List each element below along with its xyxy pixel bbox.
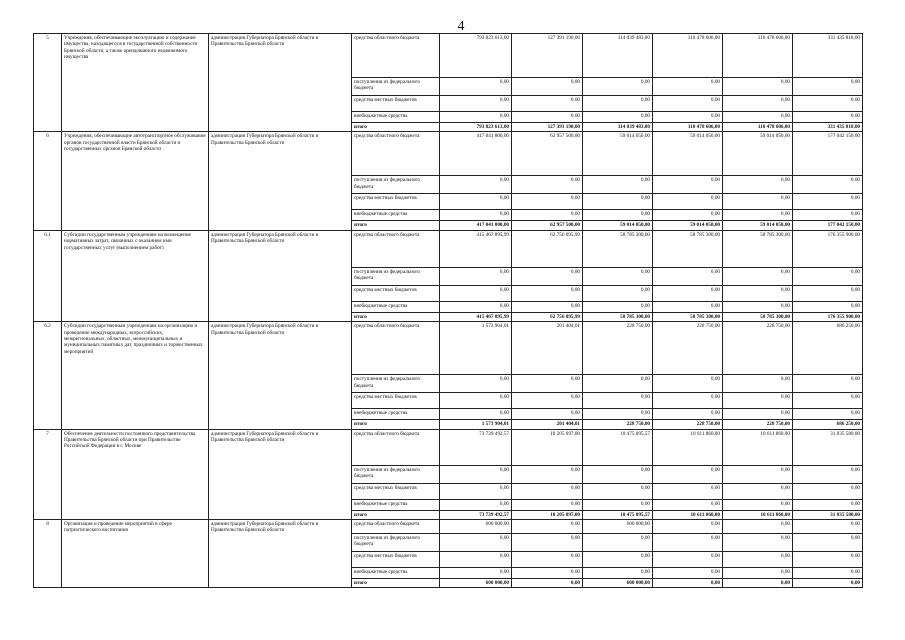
- amount-cell: 0,00: [723, 194, 793, 210]
- funding-source-label: внебюджетные средства: [352, 409, 440, 420]
- amount-cell: 793 823 613,00: [440, 123, 512, 132]
- amount-cell: 0,00: [583, 409, 653, 420]
- amount-cell: 0,00: [440, 267, 512, 285]
- amount-cell: 0,00: [653, 96, 723, 112]
- amount-cell: 0,00: [512, 483, 583, 499]
- amount-cell: 0,00: [440, 534, 512, 552]
- amount-cell: 0,00: [583, 568, 653, 579]
- amount-cell: 62 756 095,99: [512, 312, 583, 321]
- amount-cell: 73 739 492,57: [440, 510, 512, 519]
- funding-source-label: средства областного бюджета: [352, 322, 440, 375]
- section-executor: администрация Губернатора Брянской области и Правительства Брянской области: [209, 132, 352, 230]
- amount-cell: 0,00: [723, 552, 793, 568]
- amount-cell: 415 467 895,99: [440, 312, 512, 321]
- funding-source-label: поступления из федерального бюджета: [352, 78, 440, 96]
- amount-cell: 0,00: [440, 194, 512, 210]
- section-description: Организация и проведение мероприятий в сфере патриотического воспитания: [62, 520, 209, 588]
- funding-source-label: средства областного бюджета: [352, 429, 440, 465]
- funding-source-label: поступления из федерального бюджета: [352, 267, 440, 285]
- amount-cell: 686 250,00: [793, 322, 863, 375]
- amount-cell: 176 355 900,00: [793, 230, 863, 267]
- amount-cell: 201 404,01: [512, 322, 583, 375]
- amount-cell: 0,00: [653, 393, 723, 409]
- amount-cell: 10 611 860,00: [723, 510, 793, 519]
- amount-cell: 0,00: [440, 409, 512, 420]
- amount-cell: 0,00: [512, 393, 583, 409]
- amount-cell: 0,00: [583, 96, 653, 112]
- amount-cell: 0,00: [512, 409, 583, 420]
- amount-cell: 0,00: [793, 465, 863, 483]
- amount-cell: 0,00: [440, 552, 512, 568]
- section-executor: администрация Губернатора Брянской области и Правительства Брянской области: [209, 429, 352, 519]
- funding-source-label: средства областного бюджета: [352, 520, 440, 534]
- amount-cell: 0,00: [653, 499, 723, 510]
- amount-cell: 0,00: [653, 579, 723, 588]
- amount-cell: 0,00: [723, 176, 793, 194]
- amount-cell: 0,00: [583, 78, 653, 96]
- amount-cell: 228 750,00: [723, 420, 793, 429]
- amount-cell: 0,00: [793, 194, 863, 210]
- amount-cell: 0,00: [793, 176, 863, 194]
- amount-cell: 110 478 606,00: [653, 123, 723, 132]
- amount-cell: 110 478 606,00: [723, 123, 793, 132]
- amount-cell: 0,00: [440, 285, 512, 301]
- page-number: 4: [457, 19, 465, 34]
- amount-cell: 0,00: [793, 552, 863, 568]
- amount-cell: 0,00: [793, 393, 863, 409]
- funding-source-label: средства областного бюджета: [352, 132, 440, 176]
- amount-cell: 0,00: [440, 465, 512, 483]
- amount-cell: 62 756 095,99: [512, 230, 583, 267]
- amount-cell: 0,00: [653, 301, 723, 312]
- amount-cell: 59 014 050,00: [653, 221, 723, 230]
- amount-cell: 0,00: [653, 465, 723, 483]
- amount-cell: 0,00: [583, 210, 653, 221]
- section-number: 6.2: [34, 322, 62, 429]
- amount-cell: 0,00: [512, 285, 583, 301]
- amount-cell: 0,00: [583, 301, 653, 312]
- amount-cell: 58 785 300,00: [723, 230, 793, 267]
- amount-cell: 0,00: [440, 78, 512, 96]
- amount-cell: 62 957 500,00: [512, 132, 583, 176]
- section-executor: администрация Губернатора Брянской области и Правительства Брянской области: [209, 322, 352, 429]
- funding-source-label: итого: [352, 420, 440, 429]
- amount-cell: 58 785 300,00: [653, 230, 723, 267]
- amount-cell: 0,00: [583, 194, 653, 210]
- table-row: [34, 520, 863, 534]
- amount-cell: 0,00: [512, 210, 583, 221]
- table-row: [34, 322, 863, 375]
- funding-source-label: внебюджетные средства: [352, 112, 440, 123]
- section-number: 5: [34, 34, 62, 132]
- amount-cell: 0,00: [793, 375, 863, 393]
- amount-cell: 0,00: [723, 465, 793, 483]
- section-description: Учреждения, обеспечивающие автотранспортное обслуживание органов государственной власти Брянской области и государственных органов Брянской области: [62, 132, 209, 230]
- amount-cell: 600 000,00: [583, 520, 653, 534]
- funding-source-label: итого: [352, 123, 440, 132]
- amount-cell: 228 750,00: [583, 420, 653, 429]
- amount-cell: 0,00: [793, 568, 863, 579]
- funding-source-label: поступления из федерального бюджета: [352, 534, 440, 552]
- amount-cell: 0,00: [583, 534, 653, 552]
- amount-cell: 0,00: [583, 267, 653, 285]
- funding-source-label: внебюджетные средства: [352, 210, 440, 221]
- section-description: Обеспечение деятельности постоянного представительства Правительства Брянской области при Правительстве Российской Федерации в г. Москве: [62, 429, 209, 519]
- amount-cell: 0,00: [512, 520, 583, 534]
- amount-cell: 0,00: [723, 267, 793, 285]
- amount-cell: 0,00: [440, 96, 512, 112]
- amount-cell: 176 355 900,00: [793, 312, 863, 321]
- table-row: [34, 230, 863, 267]
- amount-cell: 0,00: [793, 78, 863, 96]
- amount-cell: 0,00: [583, 483, 653, 499]
- amount-cell: 10 205 097,00: [512, 510, 583, 519]
- amount-cell: 417 041 800,00: [440, 221, 512, 230]
- amount-cell: 0,00: [653, 483, 723, 499]
- amount-cell: 0,00: [793, 267, 863, 285]
- amount-cell: 31 835 580,00: [793, 510, 863, 519]
- amount-cell: 0,00: [793, 96, 863, 112]
- amount-cell: 0,00: [512, 499, 583, 510]
- amount-cell: 600 000,00: [440, 520, 512, 534]
- amount-cell: 127 391 190,00: [512, 34, 583, 78]
- amount-cell: 0,00: [723, 520, 793, 534]
- amount-cell: 0,00: [512, 579, 583, 588]
- funding-source-label: итого: [352, 312, 440, 321]
- amount-cell: 0,00: [440, 210, 512, 221]
- amount-cell: 0,00: [512, 301, 583, 312]
- amount-cell: 0,00: [793, 112, 863, 123]
- amount-cell: 331 435 818,00: [793, 123, 863, 132]
- amount-cell: 0,00: [653, 210, 723, 221]
- amount-cell: 0,00: [653, 568, 723, 579]
- amount-cell: 0,00: [653, 285, 723, 301]
- amount-cell: 0,00: [440, 499, 512, 510]
- amount-cell: 0,00: [583, 465, 653, 483]
- amount-cell: 415 467 895,99: [440, 230, 512, 267]
- amount-cell: 0,00: [653, 112, 723, 123]
- amount-cell: 127 391 190,00: [512, 123, 583, 132]
- amount-cell: 331 435 818,00: [793, 34, 863, 78]
- amount-cell: 0,00: [512, 267, 583, 285]
- funding-source-label: средства местных бюджетов: [352, 393, 440, 409]
- funding-source-label: средства местных бюджетов: [352, 483, 440, 499]
- amount-cell: 0,00: [723, 210, 793, 221]
- section-executor: администрация Губернатора Брянской области и Правительства Брянской области: [209, 230, 352, 321]
- amount-cell: 228 750,00: [583, 322, 653, 375]
- amount-cell: 73 739 492,57: [440, 429, 512, 465]
- amount-cell: 10 611 860,00: [723, 429, 793, 465]
- amount-cell: 0,00: [440, 375, 512, 393]
- amount-cell: 1 573 904,01: [440, 322, 512, 375]
- amount-cell: 0,00: [723, 409, 793, 420]
- section-executor: администрация Губернатора Брянской области и Правительства Брянской области: [209, 520, 352, 588]
- amount-cell: 10 205 097,00: [512, 429, 583, 465]
- amount-cell: 0,00: [440, 112, 512, 123]
- amount-cell: 0,00: [512, 465, 583, 483]
- amount-cell: 31 835 580,00: [793, 429, 863, 465]
- funding-source-label: итого: [352, 221, 440, 230]
- amount-cell: 793 823 613,00: [440, 34, 512, 78]
- amount-cell: 114 039 483,00: [583, 34, 653, 78]
- amount-cell: 110 478 606,00: [723, 34, 793, 78]
- amount-cell: 0,00: [653, 267, 723, 285]
- amount-cell: 0,00: [793, 579, 863, 588]
- amount-cell: 59 014 050,00: [653, 132, 723, 176]
- funding-source-label: средства местных бюджетов: [352, 194, 440, 210]
- funding-source-label: внебюджетные средства: [352, 499, 440, 510]
- amount-cell: 0,00: [583, 375, 653, 393]
- amount-cell: 0,00: [723, 301, 793, 312]
- funding-source-label: средства местных бюджетов: [352, 552, 440, 568]
- amount-cell: 0,00: [793, 483, 863, 499]
- amount-cell: 0,00: [583, 552, 653, 568]
- amount-cell: 0,00: [723, 96, 793, 112]
- funding-source-label: средства областного бюджета: [352, 34, 440, 78]
- amount-cell: 0,00: [440, 483, 512, 499]
- amount-cell: 686 250,00: [793, 420, 863, 429]
- amount-cell: 114 039 483,00: [583, 123, 653, 132]
- amount-cell: 0,00: [512, 534, 583, 552]
- amount-cell: 228 750,00: [653, 420, 723, 429]
- amount-cell: 0,00: [583, 112, 653, 123]
- funding-source-label: средства областного бюджета: [352, 230, 440, 267]
- amount-cell: 59 014 050,00: [723, 132, 793, 176]
- amount-cell: 0,00: [440, 393, 512, 409]
- amount-cell: 228 750,00: [723, 322, 793, 375]
- amount-cell: 0,00: [793, 409, 863, 420]
- amount-cell: 62 957 500,00: [512, 221, 583, 230]
- amount-cell: 0,00: [440, 301, 512, 312]
- section-description: Субсидии государственным учреждениям на организацию и проведение международных, всероссийских, межрегиональных, областных, межмуниципальных и муниципальных памятных дат, праздничных и торжественных мероприятий: [62, 322, 209, 429]
- amount-cell: 0,00: [583, 285, 653, 301]
- amount-cell: 0,00: [653, 534, 723, 552]
- funding-source-label: средства местных бюджетов: [352, 96, 440, 112]
- funding-source-label: итого: [352, 510, 440, 519]
- amount-cell: 0,00: [793, 520, 863, 534]
- amount-cell: 0,00: [512, 176, 583, 194]
- amount-cell: 0,00: [583, 176, 653, 194]
- amount-cell: 0,00: [653, 176, 723, 194]
- section-number: 6: [34, 132, 62, 230]
- amount-cell: 0,00: [723, 483, 793, 499]
- amount-cell: 0,00: [723, 112, 793, 123]
- funding-source-label: поступления из федерального бюджета: [352, 465, 440, 483]
- funding-source-label: поступления из федерального бюджета: [352, 176, 440, 194]
- amount-cell: 417 041 800,00: [440, 132, 512, 176]
- amount-cell: 0,00: [512, 96, 583, 112]
- amount-cell: 0,00: [512, 194, 583, 210]
- amount-cell: 0,00: [793, 534, 863, 552]
- amount-cell: 0,00: [653, 78, 723, 96]
- section-description: Субсидии государственным учреждениям на возмещение нормативных затрат, связанных с оказанием ими государственных услуг (выполнением работ): [62, 230, 209, 321]
- amount-cell: 110 478 606,00: [653, 34, 723, 78]
- amount-cell: 0,00: [512, 112, 583, 123]
- amount-cell: 177 042 150,00: [793, 132, 863, 176]
- funding-source-label: итого: [352, 579, 440, 588]
- amount-cell: 0,00: [653, 520, 723, 534]
- budget-table: [33, 33, 863, 588]
- funding-source-label: поступления из федерального бюджета: [352, 375, 440, 393]
- amount-cell: 0,00: [583, 499, 653, 510]
- amount-cell: 177 042 150,00: [793, 221, 863, 230]
- table-row: [34, 34, 863, 78]
- amount-cell: 1 573 904,01: [440, 420, 512, 429]
- amount-cell: 0,00: [440, 568, 512, 579]
- amount-cell: 228 750,00: [653, 322, 723, 375]
- amount-cell: 0,00: [723, 78, 793, 96]
- amount-cell: 59 014 050,00: [723, 221, 793, 230]
- amount-cell: 0,00: [723, 579, 793, 588]
- amount-cell: 0,00: [583, 393, 653, 409]
- amount-cell: 0,00: [512, 568, 583, 579]
- amount-cell: 0,00: [512, 552, 583, 568]
- amount-cell: 0,00: [653, 409, 723, 420]
- amount-cell: 0,00: [653, 375, 723, 393]
- amount-cell: 0,00: [793, 285, 863, 301]
- amount-cell: 10 611 860,00: [653, 429, 723, 465]
- amount-cell: 0,00: [723, 285, 793, 301]
- table-row: [34, 429, 863, 465]
- funding-source-label: внебюджетные средства: [352, 301, 440, 312]
- amount-cell: 0,00: [653, 194, 723, 210]
- amount-cell: 0,00: [512, 78, 583, 96]
- amount-cell: 58 785 300,00: [583, 312, 653, 321]
- amount-cell: 0,00: [723, 534, 793, 552]
- amount-cell: 58 785 300,00: [583, 230, 653, 267]
- amount-cell: 10 475 095,57: [583, 510, 653, 519]
- amount-cell: 0,00: [723, 375, 793, 393]
- amount-cell: 600 000,00: [440, 579, 512, 588]
- amount-cell: 0,00: [723, 393, 793, 409]
- amount-cell: 10 611 860,00: [653, 510, 723, 519]
- amount-cell: 0,00: [793, 499, 863, 510]
- funding-source-label: внебюджетные средства: [352, 568, 440, 579]
- amount-cell: 0,00: [512, 375, 583, 393]
- table-body: [34, 34, 863, 588]
- amount-cell: 0,00: [793, 301, 863, 312]
- section-number: 6.1: [34, 230, 62, 321]
- section-executor: администрация Губернатора Брянской области и Правительства Брянской области: [209, 34, 352, 132]
- section-number: 7: [34, 429, 62, 519]
- amount-cell: 59 014 050,00: [583, 221, 653, 230]
- section-number: 8: [34, 520, 62, 588]
- amount-cell: 201 404,01: [512, 420, 583, 429]
- section-description: Учреждения, обеспечивающие эксплуатацию и содержание имущества, находящегося в государственной собственности Брянской области, а также арендованного недвижимого имущества: [62, 34, 209, 132]
- table-row: [34, 132, 863, 176]
- amount-cell: 0,00: [793, 210, 863, 221]
- amount-cell: 600 000,00: [583, 579, 653, 588]
- amount-cell: 59 014 050,00: [583, 132, 653, 176]
- funding-source-label: средства местных бюджетов: [352, 285, 440, 301]
- amount-cell: 0,00: [723, 499, 793, 510]
- amount-cell: 58 785 300,00: [653, 312, 723, 321]
- amount-cell: 0,00: [440, 176, 512, 194]
- amount-cell: 0,00: [653, 552, 723, 568]
- amount-cell: 0,00: [723, 568, 793, 579]
- amount-cell: 10 475 095,57: [583, 429, 653, 465]
- amount-cell: 58 785 300,00: [723, 312, 793, 321]
